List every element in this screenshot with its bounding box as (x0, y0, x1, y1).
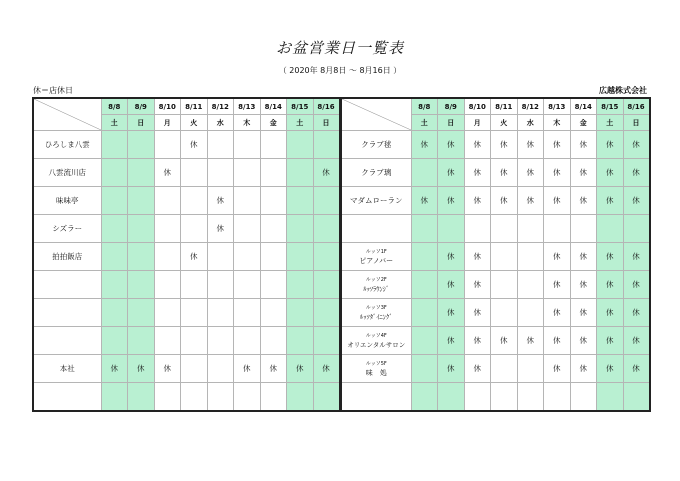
schedule-cell (128, 271, 155, 299)
schedule-cell (313, 383, 340, 412)
date-header: 8/11 (181, 98, 208, 115)
table-row (341, 271, 650, 299)
store-name-cell (341, 383, 411, 412)
date-range-subtitle: （ 2020年 8月8日 ～ 8月16日 ） (278, 66, 402, 75)
closed-mark: 休 (623, 187, 650, 215)
schedule-cell (544, 215, 571, 243)
closed-mark: 休 (464, 299, 491, 327)
weekday-header: 土 (597, 115, 624, 131)
closed-mark: 休 (464, 271, 491, 299)
schedule-cell (154, 299, 181, 327)
schedule-cell (154, 383, 181, 412)
schedule-cell (128, 131, 155, 159)
schedule-cell (287, 187, 314, 215)
schedule-cell (234, 159, 261, 187)
store-name-cell: ひろしま八雲 (33, 131, 101, 159)
closed-mark: 休 (181, 243, 208, 271)
closed-mark: 休 (464, 243, 491, 271)
schedule-cell (207, 383, 234, 412)
date-header: 8/10 (154, 98, 181, 115)
closed-mark: 休 (464, 159, 491, 187)
table-row (341, 187, 650, 215)
weekday-header: 土 (287, 115, 314, 131)
closed-mark: 休 (260, 355, 287, 383)
schedule-cell (128, 187, 155, 215)
schedule-cell (207, 327, 234, 355)
schedule-cell (517, 271, 544, 299)
schedule-cell (411, 327, 438, 355)
schedule-cell (623, 383, 650, 412)
schedule-cell (181, 383, 208, 412)
table-row (33, 187, 340, 215)
schedule-cell (411, 243, 438, 271)
header-diagonal-cell (33, 98, 101, 131)
closed-mark: 休 (597, 355, 624, 383)
closed-mark: 休 (623, 355, 650, 383)
closed-mark: 休 (438, 327, 465, 355)
schedule-cell (101, 299, 128, 327)
table-row (33, 299, 340, 327)
closed-mark: 休 (287, 355, 314, 383)
store-name-cell (33, 383, 101, 412)
date-header: 8/15 (287, 98, 314, 115)
schedule-cell (154, 243, 181, 271)
schedule-cell (234, 299, 261, 327)
schedule-cell (181, 187, 208, 215)
schedule-cell (313, 327, 340, 355)
closed-mark: 休 (234, 355, 261, 383)
date-header: 8/12 (517, 98, 544, 115)
closed-mark: 休 (207, 215, 234, 243)
schedule-cell (260, 187, 287, 215)
weekday-header: 木 (234, 115, 261, 131)
schedule-cell (101, 131, 128, 159)
table-row (341, 299, 650, 327)
schedule-cell (234, 243, 261, 271)
schedule-cell (234, 327, 261, 355)
schedule-cell (544, 383, 571, 412)
schedule-cell (260, 243, 287, 271)
schedule-cell (128, 327, 155, 355)
date-header: 8/14 (260, 98, 287, 115)
closed-mark: 休 (544, 243, 571, 271)
schedule-cell (517, 383, 544, 412)
closed-mark: 休 (597, 131, 624, 159)
table-row (341, 383, 650, 412)
closed-mark: 休 (207, 187, 234, 215)
closed-mark: 休 (597, 187, 624, 215)
schedule-cell (154, 271, 181, 299)
date-header: 8/10 (464, 98, 491, 115)
schedule-cell (313, 215, 340, 243)
schedule-cell (411, 383, 438, 412)
closed-mark: 休 (570, 243, 597, 271)
schedule-cell (154, 187, 181, 215)
closed-mark: 休 (491, 131, 518, 159)
page-title: お盆営業日一覧表 (275, 39, 404, 57)
schedule-cell (128, 215, 155, 243)
schedule-cell (411, 159, 438, 187)
closed-mark: 休 (570, 187, 597, 215)
schedule-cell (517, 215, 544, 243)
schedule-cell (597, 215, 624, 243)
closed-mark: 休 (154, 159, 181, 187)
schedule-cell (491, 383, 518, 412)
store-name-cell (341, 215, 411, 243)
closed-mark: 休 (544, 355, 571, 383)
schedule-cell (491, 243, 518, 271)
store-name: 味 処 (365, 368, 387, 377)
store-name-cell (33, 299, 101, 327)
store-name-cell: クラブ毬 (341, 131, 411, 159)
schedule-cell (260, 383, 287, 412)
closed-mark: 休 (544, 159, 571, 187)
date-header: 8/12 (207, 98, 234, 115)
schedule-cell (154, 327, 181, 355)
table-row (341, 131, 650, 159)
schedule-cell (287, 243, 314, 271)
schedule-cell (313, 243, 340, 271)
weekday-header: 日 (313, 115, 340, 131)
closed-mark: 休 (438, 355, 465, 383)
schedule-cell (234, 187, 261, 215)
closed-mark: 休 (544, 271, 571, 299)
schedule-cell (181, 271, 208, 299)
right-schedule-panel (340, 97, 651, 412)
table-row (341, 243, 650, 271)
closed-mark: 休 (128, 355, 155, 383)
schedule-cell (411, 215, 438, 243)
closed-mark: 休 (438, 187, 465, 215)
schedule-cell (154, 215, 181, 243)
store-name: ﾙｯｿﾀﾞｲﾆﾝｸﾞ (360, 312, 393, 321)
closed-mark: 休 (411, 187, 438, 215)
closed-mark: 休 (597, 243, 624, 271)
date-header: 8/15 (597, 98, 624, 115)
table-row (341, 327, 650, 355)
schedule-cell (101, 243, 128, 271)
closed-mark: 休 (544, 187, 571, 215)
weekday-header: 土 (101, 115, 128, 131)
schedule-cell (287, 131, 314, 159)
weekday-header: 月 (464, 115, 491, 131)
closed-mark: 休 (570, 271, 597, 299)
closed-mark: 休 (313, 159, 340, 187)
weekday-header: 日 (623, 115, 650, 131)
schedule-cell (101, 215, 128, 243)
table-row (33, 243, 340, 271)
schedule-cell (623, 215, 650, 243)
schedule-cell (287, 299, 314, 327)
schedule-cell (128, 243, 155, 271)
closed-mark: 休 (517, 159, 544, 187)
closed-mark: 休 (154, 355, 181, 383)
schedule-cell (491, 215, 518, 243)
schedule-cell (101, 271, 128, 299)
closed-mark: 休 (517, 131, 544, 159)
closed-mark: 休 (438, 243, 465, 271)
closed-mark: 休 (411, 131, 438, 159)
table-row (33, 215, 340, 243)
schedule-cell (234, 215, 261, 243)
store-name: オリエンタルサロン (347, 340, 406, 349)
floor-label: ルッソ3F (365, 304, 387, 311)
closed-mark: 休 (597, 299, 624, 327)
store-name-cell (341, 299, 411, 327)
schedule-cell (101, 383, 128, 412)
closed-mark: 休 (464, 187, 491, 215)
closed-mark: 休 (517, 187, 544, 215)
schedule-cell (438, 383, 465, 412)
schedule-cell (313, 131, 340, 159)
closed-mark: 休 (623, 299, 650, 327)
table-row (341, 215, 650, 243)
schedule-cell (128, 159, 155, 187)
schedule-cell (260, 299, 287, 327)
closed-mark: 休 (491, 187, 518, 215)
floor-label: ルッソ4F (365, 332, 387, 339)
closed-mark: 休 (570, 159, 597, 187)
table-row (341, 159, 650, 187)
closed-mark: 休 (597, 159, 624, 187)
schedule-cell (517, 299, 544, 327)
closed-mark: 休 (570, 131, 597, 159)
store-name-cell (341, 355, 411, 383)
closed-mark: 休 (623, 131, 650, 159)
schedule-cell (287, 159, 314, 187)
closed-mark: 休 (491, 159, 518, 187)
right-schedule-table (340, 97, 651, 412)
schedule-cell (207, 159, 234, 187)
date-header: 8/16 (313, 98, 340, 115)
closed-mark: 休 (623, 327, 650, 355)
schedule-cell (464, 383, 491, 412)
schedule-cell (260, 131, 287, 159)
schedule-cell (101, 159, 128, 187)
store-name-cell: 拍拍飯店 (33, 243, 101, 271)
closed-mark: 休 (464, 131, 491, 159)
header-diagonal-cell (341, 98, 411, 131)
schedule-cell (234, 383, 261, 412)
table-row (33, 131, 340, 159)
schedule-cell (207, 243, 234, 271)
weekday-header: 金 (570, 115, 597, 131)
weekday-header: 火 (181, 115, 208, 131)
table-row (33, 271, 340, 299)
schedule-cell (287, 383, 314, 412)
closed-mark: 休 (570, 327, 597, 355)
closed-mark: 休 (517, 327, 544, 355)
closed-mark: 休 (464, 355, 491, 383)
schedule-cell (260, 327, 287, 355)
weekday-header: 金 (260, 115, 287, 131)
legend-note: 休＝店休日 (33, 86, 73, 95)
store-name: ﾙｯｿﾗｳﾝｼﾞ (363, 284, 390, 293)
store-name-cell: 八雲流川店 (33, 159, 101, 187)
closed-mark: 休 (623, 159, 650, 187)
schedule-cell (411, 299, 438, 327)
closed-mark: 休 (597, 271, 624, 299)
weekday-header: 土 (411, 115, 438, 131)
date-header: 8/16 (623, 98, 650, 115)
schedule-cell (517, 355, 544, 383)
schedule-cell (181, 299, 208, 327)
weekday-header: 日 (128, 115, 155, 131)
schedule-cell (101, 187, 128, 215)
date-header: 8/13 (234, 98, 261, 115)
store-name-cell (33, 271, 101, 299)
schedule-cell (287, 271, 314, 299)
schedule-cell (411, 355, 438, 383)
closed-mark: 休 (597, 327, 624, 355)
closed-mark: 休 (181, 131, 208, 159)
date-header: 8/11 (491, 98, 518, 115)
schedule-cell (597, 383, 624, 412)
left-schedule-panel (32, 97, 341, 412)
store-name-cell (341, 271, 411, 299)
closed-mark: 休 (623, 243, 650, 271)
schedule-cell (464, 215, 491, 243)
store-name-cell: シズラー (33, 215, 101, 243)
closed-mark: 休 (491, 327, 518, 355)
closed-mark: 休 (544, 327, 571, 355)
schedule-cell (411, 271, 438, 299)
closed-mark: 休 (464, 327, 491, 355)
weekday-header: 火 (491, 115, 518, 131)
schedule-cell (207, 355, 234, 383)
closed-mark: 休 (438, 299, 465, 327)
closed-mark: 休 (438, 131, 465, 159)
schedule-cell (181, 327, 208, 355)
left-schedule-table (32, 97, 341, 412)
schedule-cell (570, 383, 597, 412)
closed-mark: 休 (544, 299, 571, 327)
date-header: 8/9 (128, 98, 155, 115)
closed-mark: 休 (438, 271, 465, 299)
schedule-cell (154, 131, 181, 159)
weekday-header: 水 (207, 115, 234, 131)
schedule-cell (438, 215, 465, 243)
schedule-cell (207, 131, 234, 159)
schedule-cell (570, 215, 597, 243)
closed-mark: 休 (623, 271, 650, 299)
store-name-cell (341, 243, 411, 271)
weekday-header: 月 (154, 115, 181, 131)
table-row (33, 383, 340, 412)
store-name-cell (341, 327, 411, 355)
table-row (33, 327, 340, 355)
schedule-cell (313, 271, 340, 299)
store-name-cell: 本社 (33, 355, 101, 383)
schedule-cell (260, 159, 287, 187)
store-name-cell: 味味亭 (33, 187, 101, 215)
date-header: 8/14 (570, 98, 597, 115)
schedule-cell (207, 271, 234, 299)
date-header: 8/9 (438, 98, 465, 115)
weekday-header: 日 (438, 115, 465, 131)
closed-mark: 休 (313, 355, 340, 383)
closed-mark: 休 (438, 159, 465, 187)
schedule-cell (313, 299, 340, 327)
closed-mark: 休 (544, 131, 571, 159)
store-name: ピアノバー (359, 256, 394, 265)
weekday-header: 水 (517, 115, 544, 131)
schedule-cell (181, 215, 208, 243)
floor-label: ルッソ1F (365, 248, 387, 255)
schedule-cell (260, 271, 287, 299)
company-name: 広越株式会社 (599, 86, 647, 95)
schedule-cell (128, 299, 155, 327)
schedule-cell (287, 327, 314, 355)
schedule-cell (313, 187, 340, 215)
store-name-cell (33, 327, 101, 355)
table-row (341, 355, 650, 383)
schedule-cell (181, 159, 208, 187)
closed-mark: 休 (570, 355, 597, 383)
table-row (33, 159, 340, 187)
store-name-cell: クラブ璃 (341, 159, 411, 187)
date-header: 8/13 (544, 98, 571, 115)
schedule-cell (181, 355, 208, 383)
schedule-cell (234, 271, 261, 299)
floor-label: ルッソ2F (365, 276, 387, 283)
schedule-cell (234, 131, 261, 159)
schedule-cell (491, 271, 518, 299)
schedule-cell (260, 215, 287, 243)
closed-mark: 休 (101, 355, 128, 383)
date-header: 8/8 (411, 98, 438, 115)
schedule-cell (517, 243, 544, 271)
schedule-cell (287, 215, 314, 243)
schedule-cell (128, 383, 155, 412)
closed-mark: 休 (570, 299, 597, 327)
table-row (33, 355, 340, 383)
store-name-cell: マダムローラン (341, 187, 411, 215)
floor-label: ルッソ5F (365, 360, 387, 367)
weekday-header: 木 (544, 115, 571, 131)
schedule-cell (207, 299, 234, 327)
date-header: 8/8 (101, 98, 128, 115)
schedule-cell (101, 327, 128, 355)
schedule-cell (491, 299, 518, 327)
schedule-cell (491, 355, 518, 383)
